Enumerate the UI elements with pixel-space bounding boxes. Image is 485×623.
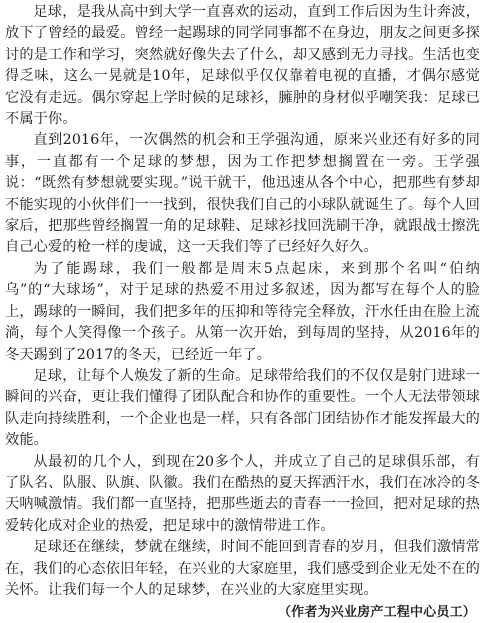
- article-body: [5, 2, 480, 601]
- article-paragraph-6: 足球还在继续，梦就在继续，时间不能回到青春的岁月，但我们激情常在，我们的心态依旧年轻，在兴业的大家庭里，我们感受到企业无处不在的关怀。让我们每一个人的足球梦，在兴业的大家庭里实现。: [5, 539, 480, 598]
- article-paragraph-1: 足球，是我从高中到大学一直喜欢的运动，直到工作后因为生计奔波，放下了曾经的最爱。曾经一起踢球的同学同事都不在身边，朋友之间更多探讨的是工作和学习，突然就好像失去了什么，却又感到无力寻找。生活也变得乏味，这么一晃就是10年，足球似乎仅仅靠着电视的直播，才偶尔感觉它没有走远。偶尔穿起上学时候的足球衫，臃肿的身材似乎嘲笑我：足球已不属于你。: [5, 4, 480, 128]
- article-paragraph-2: 直到2016年，一次偶然的机会和王学强沟通，原来兴业还有好多的同事，一直都有一个足球的梦想，因为工作把梦想搁置在一旁。王学强说：“既然有梦想就要实现。”说干就干，他迅速从各个中心，把那些有梦却不能实现的小伙伴们一一找到，很快我们自己的小球队就诞生了。每个人回家后，把那些曾经搁置一角的足球鞋、足球衫找回洗刷干净，就跟战士擦洗自己心爱的枪一样的虔诚，这一天我们等了已经好久好久。: [5, 132, 480, 256]
- article-paragraph-5: 从最初的几个人，到现在20多个人，并成立了自己的足球俱乐部，有了队名、队服、队旗、队徽。我们在酷热的夏天挥洒汗水，我们在冰冷的冬天呐喊激情。我们都一直坚持，把那些逝去的青春一一捡回，把对足球的热爱转化成对企业的热爱，把足球中的激情带进工作。: [5, 453, 480, 534]
- article-paragraph-3: 为了能踢球，我们一般都是周末5点起床，来到那个名叫“伯纳乌”的“大球场”，对于足球的热爱不用过多叙述，因为都写在每个人的脸上，踢球的一瞬间，我们把多年的压抑和等待完全释放，汗水任由在脸上流淌，每个人笑得像一个孩子。从第一次开始，到每周的坚持，从2016年的冬天踢到了2017的冬天，已经近一年了。: [5, 260, 480, 363]
- article-paragraph-4: 足球，让每个人焕发了新的生命。足球带给我们的不仅仅是射门进球一瞬间的兴奋，更让我们懂得了团队配合和协作的重要性。一个人无法带领球队走向持续胜利，一个企业也是一样，只有各部门团结协作才能发挥最大的效能。: [5, 367, 480, 449]
- author-byline: （作者为兴业房产工程中心员工）: [277, 605, 476, 621]
